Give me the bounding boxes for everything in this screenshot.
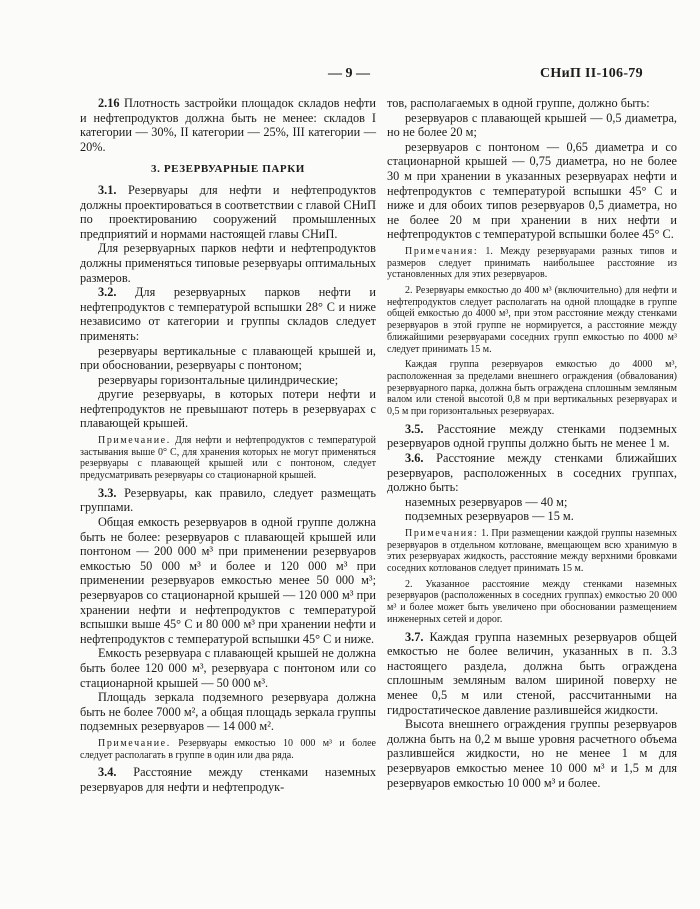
paragraph-text: Резервуары, как правило, следует размещать группами. (80, 485, 376, 515)
paragraph-text: Общая емкость резервуаров в одной группе должна быть не более: резервуаров с плавающей крышей или понтоном — 200 000 м³ при применении резервуаров емкостью 50 000 м³ и более и 120 000 м³ при применении резервуаров емкостью менее 50 000 м³; резервуаров со стационарной крышей — 120 000 м³ при хранении нефти и нефтепродуктов с температурой вспышки выше 45° С и 80 000 м³ при хранении нефти и нефтепродуктов с температурой вспышки 45° С и ниже. (80, 515, 376, 646)
document-code: СНиП II-106-79 (540, 66, 643, 81)
clause-number: 3.1. (98, 182, 117, 197)
paragraph-text: Расстояние между стенками наземных резервуаров для нефти и нефтепродук- (80, 765, 376, 794)
page-header (0, 66, 700, 86)
page-number: — 9 — (328, 66, 370, 81)
note-paragraph (387, 579, 677, 626)
paragraph-text: подземных резервуаров — 15 м. (405, 509, 574, 524)
paragraph (80, 387, 376, 431)
note-paragraph (387, 528, 677, 575)
paragraph (80, 241, 376, 285)
note-paragraph (387, 359, 677, 418)
paragraph (80, 373, 376, 388)
paragraph-text: 2. Резервуары емкостью до 400 м³ (включительно) для нефти и нефтепродуктов следует располагать на одной площадке в группе общей емкостью до 4000 м³, при этом расстояние между стенками резервуаров в этой группе не нормируется, а расстояние между ближайшими резервуарами соседних групп емкостью по 4000 м³ следует принимать 15 м. (387, 285, 677, 355)
paragraph (387, 140, 677, 242)
paragraph-text: Расстояние между стенками подземных резервуаров одной группы должно быть не менее 1 м. (387, 421, 677, 451)
note-label: Примечания: (405, 245, 479, 257)
paragraph-text: Высота внешнего ограждения группы резервуаров должна быть на 0,2 м выше уровня расчетного объема разлившейся жидкости, но не менее 1 м для резервуаров емкостью менее 10 000 м³ и 1,5 м для резервуаров емкостью 10 000 м³ и более. (387, 717, 677, 790)
paragraph (80, 515, 376, 646)
paragraph (80, 96, 376, 154)
clause-number: 2.16 (98, 96, 120, 110)
clause-number: 3.7. (405, 629, 424, 644)
paragraph-text: резервуары горизонтальные цилиндрические; (98, 372, 339, 387)
paragraph-text: резервуары вертикальные с плавающей крышей и, при обосновании, резервуары с понтоном; (80, 343, 376, 373)
paragraph (80, 765, 376, 794)
paragraph-text: Плотность застройки площадок складов нефти и нефтепродуктов должна быть не менее: складов I категории — 30%, II категории — 25%, III категории — 20%. (80, 96, 376, 154)
paragraph-text: Для резервуарных парков нефти и нефтепродуктов должны применяться типовые резервуары оптимальных размеров. (80, 241, 376, 285)
paragraph (80, 690, 376, 734)
paragraph (387, 96, 677, 111)
note-paragraph (387, 285, 677, 355)
right-column (387, 96, 677, 790)
paragraph-text: 2. Указанное расстояние между стенками наземных резервуаров (расположенных в соседних группах) емкостью 20 000 м³ и более может быть увеличено при обосновании размещением инженерных сетей и дорог. (387, 578, 677, 625)
note-paragraph (80, 435, 376, 482)
paragraph-text: 1. Между резервуарами разных типов и размеров следует принимать наибольшее расстояние из установленных для этих резервуаров. (387, 245, 677, 281)
paragraph (80, 646, 376, 690)
note-label: Примечания: (405, 527, 479, 539)
note-paragraph (387, 246, 677, 281)
paragraph (387, 422, 677, 451)
clause-number: 3.3. (98, 485, 117, 500)
paragraph-text: Емкость резервуара с плавающей крышей не должна быть более 120 000 м³, резервуара с понтоном или со стационарной крышей — 50 000 м³. (80, 646, 376, 690)
paragraph (387, 111, 677, 140)
paragraph-text: Для резервуарных парков нефти и нефтепродуктов с температурой вспышки 28° С и ниже независимо от категории и группы складов следует применять: (80, 285, 376, 343)
section-heading: 3. РЕЗЕРВУАРНЫЕ ПАРКИ (151, 163, 305, 176)
clause-number: 3.5. (405, 421, 424, 436)
paragraph (80, 183, 376, 241)
paragraph-text: Резервуары для нефти и нефтепродуктов должны проектироваться в соответствии с главой СНиП по проектированию сооружений промышленных предприятий и нормами настоящей главы СНиП. (80, 182, 376, 241)
paragraph (387, 717, 677, 790)
paragraph-text: Резервуары емкостью 10 000 м³ и более следует располагать в группе в один или два ряда. (80, 737, 376, 761)
note-label: Примечание. (98, 435, 171, 447)
paragraph-text: наземных резервуаров — 40 м; (405, 494, 568, 509)
paragraph-text: Для нефти и нефтепродуктов с температурой застывания выше 0° С, для хранения которых не могут применяться резервуары с плавающей крышей или с понтоном, следует предусматривать резервуары со стационарной крышей. (80, 435, 376, 482)
paragraph-text: другие резервуары, в которых потери нефти и нефтепродуктов не превышают потерь в резервуарах с плавающей крышей. (80, 387, 376, 431)
paragraph (80, 285, 376, 343)
paragraph-text: резервуаров с понтоном — 0,65 диаметра и со стационарной крышей — 0,75 диаметра, но не более 30 м при хранении в указанных резервуарах нефти и нефтепродуктов с температурой вспышки 45° С и ниже и для обоих типов резервуаров 0,5 диаметра, но не более 20 м при хранении в них нефти и нефтепродуктов с температурой вспышки более 45° С. (387, 139, 677, 242)
clause-number: 3.6. (405, 450, 424, 465)
paragraph-text: Площадь зеркала подземного резервуара должна быть не более 7000 м², а общая площадь зеркала группы подземных резервуаров — 14 000 м². (80, 690, 376, 734)
paragraph (387, 495, 677, 510)
paragraph-text: тов, располагаемых в одной группе, должно быть: (387, 96, 650, 110)
paragraph-text: Каждая группа наземных резервуаров общей емкостью не более величин, указанных в п. 3.3 настоящего раздела, должна быть ограждена сплошным земляным валом шириной поверху не менее 0,5 м или стеной, рассчитанными на гидростатическое давление разлившейся жидкости. (387, 629, 677, 717)
paragraph-text: 1. При размещении каждой группы наземных резервуаров в отдельном котловане, вмещающем всю хранимую в этих резервуарах жидкость, расстояние между верхними бровками соседних котлованов следует принимать 15 м. (387, 527, 677, 575)
paragraph-text: Каждая группа резервуаров емкостью до 4000 м³, расположенная за пределами внешнего ограждения (обвалования) резервуарного парка, должна быть ограждена сплошным земляным валом или стеной высотой 0,8 м при вертикальных резервуарах и 0,5 м при горизонтальных резервуарах. (387, 359, 677, 418)
clause-number: 3.4. (98, 765, 117, 780)
paragraph (387, 451, 677, 495)
left-column (80, 96, 376, 795)
note-label: Примечание. (98, 737, 171, 749)
paragraph (80, 486, 376, 515)
paragraph (80, 344, 376, 373)
paragraph-text: резервуаров с плавающей крышей — 0,5 диаметра, но не более 20 м; (387, 110, 677, 140)
paragraph (387, 509, 677, 524)
clause-number: 3.2. (98, 285, 117, 300)
paragraph (387, 630, 677, 718)
paragraph-text: Расстояние между стенками ближайших резервуаров, расположенных в соседних группах, должно быть: (387, 450, 677, 495)
note-paragraph (80, 738, 376, 761)
